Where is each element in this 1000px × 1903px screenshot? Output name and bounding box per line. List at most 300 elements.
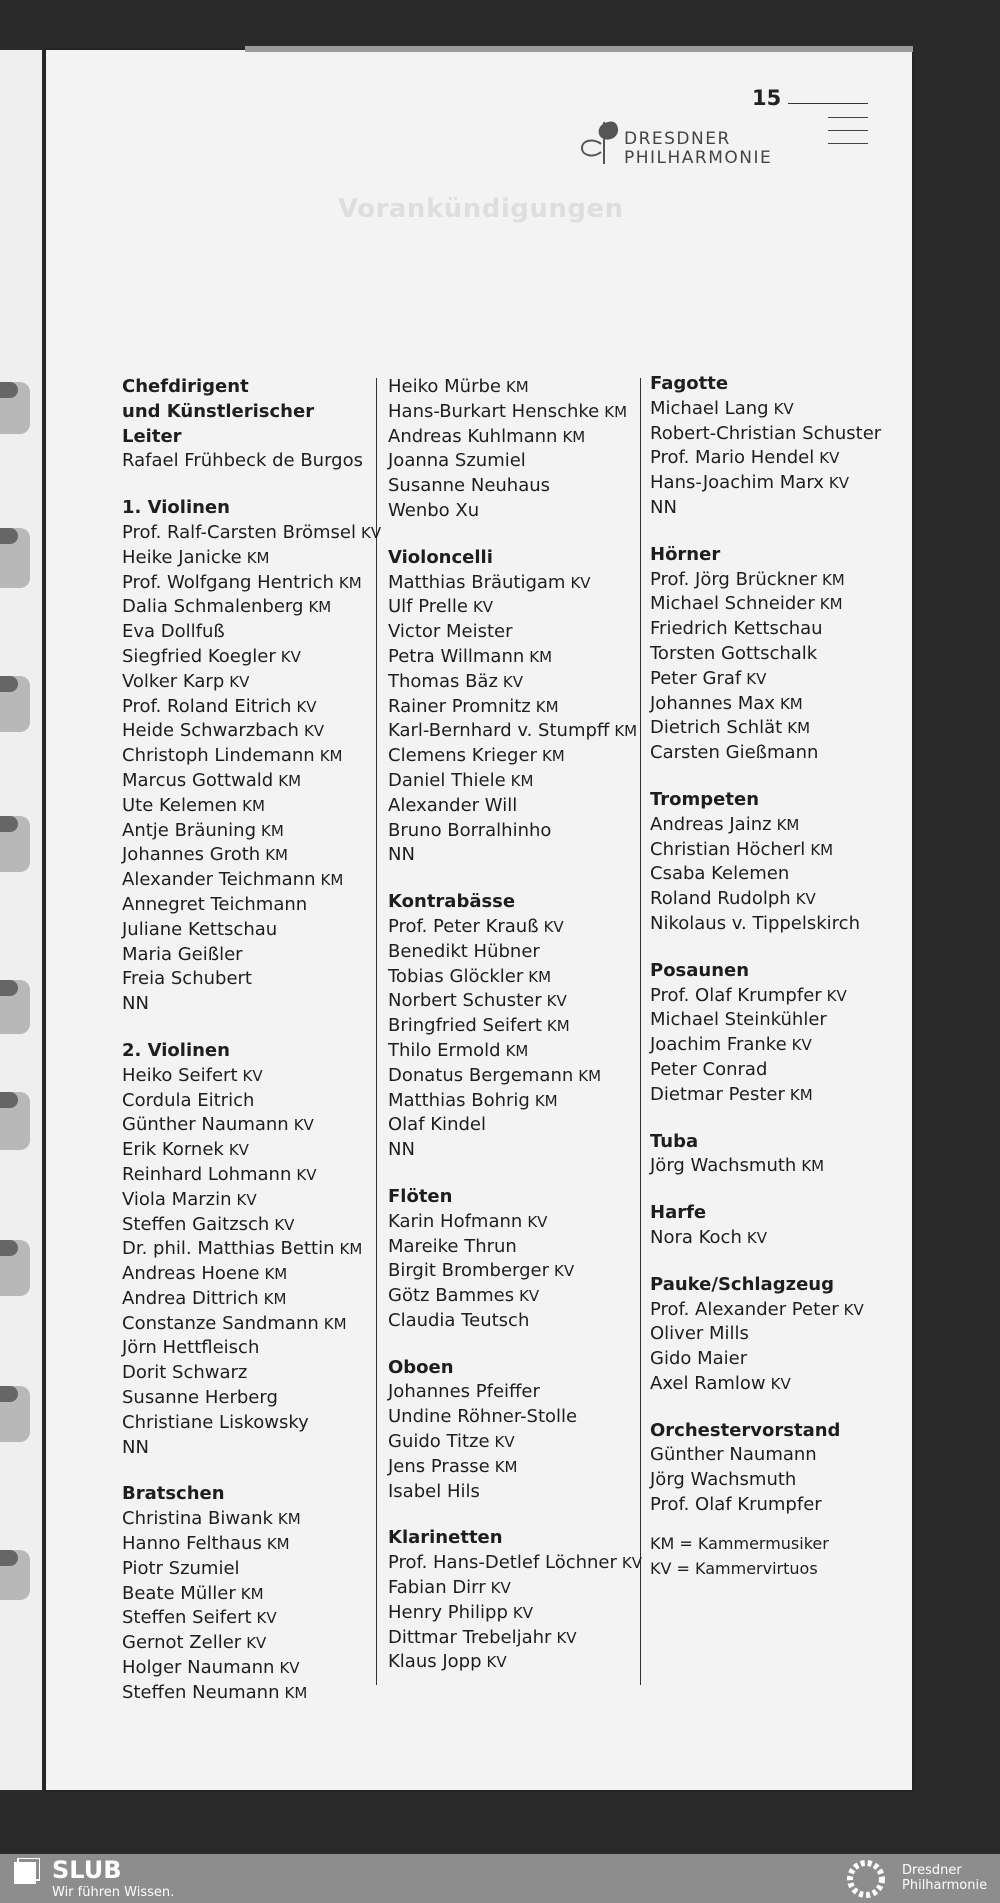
photo-thumbnail <box>0 980 30 1034</box>
member-entry <box>388 645 638 670</box>
member-entry <box>650 813 910 838</box>
decorative-lines <box>828 117 868 156</box>
legend-row <box>650 1532 910 1557</box>
section-heading: Pauke/Schlagzeug <box>650 1273 834 1295</box>
member-entry <box>650 1468 910 1493</box>
section-heading: Posaunen <box>650 959 750 981</box>
member-entry <box>388 1259 638 1284</box>
title-suffix: KM <box>494 1457 518 1476</box>
member-entry <box>650 667 910 692</box>
column-divider <box>376 378 377 1685</box>
title-suffix: KM <box>323 1314 347 1333</box>
page-top-bar <box>245 46 913 52</box>
page-number: 15 <box>752 86 782 110</box>
member-name: Thilo Ermold <box>388 1039 501 1061</box>
member-entry <box>122 449 374 474</box>
member-entry <box>388 1138 638 1163</box>
member-entry <box>388 1551 643 1576</box>
title-suffix: KM <box>308 598 332 617</box>
brand-line-2: PHILHARMONIE <box>624 148 773 168</box>
member-name: Heide Schwarzbach <box>122 720 299 742</box>
title-suffix: KV <box>236 1190 257 1209</box>
title-suffix: KM <box>263 1289 287 1308</box>
member-name: Günther Naumann <box>650 1444 817 1466</box>
title-suffix: KV <box>296 697 317 716</box>
member-name: Christina Biwank <box>122 1508 273 1530</box>
member-name: Prof. Hans-Detlef Löchner <box>388 1552 617 1574</box>
member-entry <box>650 1372 910 1397</box>
member-entry <box>122 1113 374 1138</box>
title-suffix: KV <box>826 986 847 1005</box>
member-entry <box>650 496 910 521</box>
title-suffix: KM <box>787 719 811 738</box>
member-entry <box>122 571 374 596</box>
member-entry <box>650 1298 910 1323</box>
member-name: Dietmar Pester <box>650 1083 785 1105</box>
section-heading: Harfe <box>650 1202 707 1224</box>
member-name: Viola Marzin <box>122 1188 232 1210</box>
title-suffix: KM <box>529 647 553 666</box>
member-name: Axel Ramlow <box>650 1372 766 1394</box>
member-name: Jens Prasse <box>388 1455 490 1477</box>
member-entry <box>388 989 638 1014</box>
member-name: Daniel Thiele <box>388 769 506 791</box>
member-name: Karin Hofmann <box>388 1210 523 1232</box>
music-note-logo-icon <box>568 116 624 168</box>
member-name: Tobias Glöckler <box>388 965 524 987</box>
title-suffix: KM <box>546 1017 570 1036</box>
member-entry <box>122 843 374 868</box>
title-suffix: KM <box>534 1091 558 1110</box>
member-name: Siegfried Koegler <box>122 645 276 667</box>
member-name: Prof. Mario Hendel <box>650 447 815 469</box>
legend-equals: = <box>671 1558 696 1578</box>
member-entry <box>122 868 374 893</box>
title-suffix: KV <box>490 1579 511 1598</box>
member-name: Undine Röhner-Stolle <box>388 1406 578 1428</box>
member-entry <box>388 819 638 844</box>
member-name: Joachim Franke <box>650 1034 787 1056</box>
member-name: Volker Karp <box>122 670 225 692</box>
member-name: Piotr Szumiel <box>122 1557 240 1579</box>
member-name: Bruno Borralhinho <box>388 819 552 841</box>
member-entry <box>122 1582 374 1607</box>
member-entry <box>650 692 910 717</box>
member-name: Carsten Gießmann <box>650 742 819 764</box>
member-entry <box>122 1237 374 1262</box>
member-entry <box>122 1532 374 1557</box>
member-entry <box>650 446 910 471</box>
member-entry <box>122 744 374 769</box>
page-number-rule <box>788 103 868 104</box>
member-name: Joanna Szumiel <box>388 450 526 472</box>
member-name: Prof. Roland Eitrich <box>122 695 292 717</box>
member-name: Heiko Seifert <box>122 1064 238 1086</box>
footer-bar <box>0 1854 1000 1903</box>
title-suffix: KM <box>819 595 843 614</box>
member-name: Alexander Teichmann <box>122 869 316 891</box>
member-entry <box>388 1284 638 1309</box>
slub-name: SLUB <box>52 1856 122 1884</box>
title-suffix: KV <box>472 598 494 617</box>
member-name: Christiane Liskowsky <box>122 1411 309 1433</box>
section-heading: Orchestervorstand <box>650 1419 841 1441</box>
title-suffix: KM <box>505 378 529 396</box>
member-name: Beate Müller <box>122 1582 236 1604</box>
member-name: Wenbo Xu <box>388 499 480 521</box>
member-entry <box>388 1039 638 1064</box>
member-name: Guido Titze <box>388 1431 490 1453</box>
member-name: Freia Schubert <box>122 968 252 990</box>
member-name: Ulf Prelle <box>388 596 468 618</box>
title-suffix: KV <box>242 1066 263 1085</box>
title-suffix: KV <box>570 573 591 592</box>
member-name: NN <box>650 496 677 518</box>
dresdner-philharmonie-emblem-icon <box>842 1858 890 1900</box>
member-name: Nikolaus v. Tippelskirch <box>650 912 860 934</box>
member-entry <box>650 397 910 422</box>
member-name: Hans-Burkart Henschke <box>388 400 600 422</box>
photo-thumbnail <box>0 528 30 588</box>
legend-abbr: KM <box>650 1533 675 1553</box>
title-suffix: KM <box>319 747 343 766</box>
member-name: Robert-Christian Schuster <box>650 422 882 444</box>
member-entry <box>388 1626 638 1651</box>
section-heading: Trompeten <box>650 788 760 810</box>
title-suffix: KV <box>293 1116 314 1135</box>
member-entry <box>388 620 638 645</box>
title-suffix: KM <box>541 747 565 766</box>
brand-line-1: DRESDNER <box>624 129 731 149</box>
member-entry <box>388 595 638 620</box>
title-suffix: KM <box>789 1085 813 1104</box>
member-name: Gernot Zeller <box>122 1632 242 1654</box>
member-name: Annegret Teichmann <box>122 893 308 915</box>
member-name: Karl-Bernhard v. Stumpff <box>388 720 610 742</box>
show-through-heading: Vorankündigungen <box>338 194 624 224</box>
member-entry <box>122 1411 374 1436</box>
member-entry <box>650 716 910 741</box>
title-suffix: KM <box>265 846 288 865</box>
legend-meaning: Kammermusiker <box>697 1533 829 1553</box>
photo-thumbnail <box>0 676 30 732</box>
member-entry <box>122 794 374 819</box>
member-name: Prof. Ralf-Carsten Brömsel <box>122 521 357 543</box>
section-heading: Oboen <box>388 1356 454 1378</box>
member-name: NN <box>388 1139 415 1161</box>
member-entry <box>650 1033 910 1058</box>
section-heading: und Künstlerischer Leiter <box>122 400 315 447</box>
member-name: NN <box>122 1436 149 1458</box>
member-entry <box>388 719 638 744</box>
title-suffix: KV <box>494 1433 515 1452</box>
member-entry <box>122 1557 374 1582</box>
member-name: Jörg Wachsmuth <box>650 1469 797 1491</box>
previous-page-edge <box>0 50 42 1790</box>
member-entry <box>388 571 638 596</box>
roster-column-1 <box>122 375 382 1706</box>
member-entry <box>122 992 374 1017</box>
member-entry <box>650 887 910 912</box>
title-suffix: KV <box>512 1603 534 1622</box>
member-entry <box>388 940 638 965</box>
member-entry <box>122 1507 374 1532</box>
member-name: Steffen Seifert <box>122 1607 252 1629</box>
member-entry <box>650 422 910 447</box>
member-name: Hans-Joachim Marx <box>650 472 824 494</box>
member-name: Andreas Hoene <box>122 1263 260 1285</box>
title-suffix: KM <box>242 796 265 815</box>
roster-column-2 <box>388 375 643 1675</box>
footer-brand-line-1: Dresdner <box>902 1863 962 1878</box>
member-entry <box>650 984 910 1009</box>
title-suffix: KV <box>303 722 325 741</box>
member-entry <box>388 1309 638 1334</box>
member-entry <box>388 744 638 769</box>
member-entry <box>388 915 638 940</box>
member-entry <box>650 642 910 667</box>
member-entry <box>122 1336 374 1361</box>
member-name: Michael Steinkühler <box>650 1009 827 1031</box>
abbreviation-legend <box>650 1532 910 1582</box>
member-name: Juliane Kettschau <box>122 918 278 940</box>
title-suffix: KV <box>228 1141 249 1160</box>
member-entry <box>650 1008 910 1033</box>
member-name: Prof. Alexander Peter <box>650 1298 839 1320</box>
member-name: Matthias Bohrig <box>388 1089 530 1111</box>
title-suffix: KV <box>556 1628 577 1647</box>
title-suffix: KV <box>746 1228 767 1247</box>
section-heading: Flöten <box>388 1185 453 1207</box>
footer-brand-line-2: Philharmonie <box>902 1878 988 1893</box>
title-suffix: KM <box>776 815 800 834</box>
roster-column-3 <box>650 372 910 1581</box>
title-suffix: KM <box>779 694 803 713</box>
title-suffix: KM <box>266 1535 290 1554</box>
member-entry <box>122 1606 374 1631</box>
section-heading: Fagotte <box>650 373 729 394</box>
member-entry <box>122 1361 374 1386</box>
brand-wordmark <box>624 130 772 168</box>
title-suffix: KM <box>614 722 638 741</box>
member-entry <box>650 617 910 642</box>
member-entry <box>122 1681 374 1706</box>
member-entry <box>650 1226 910 1251</box>
member-entry <box>388 1601 638 1626</box>
title-suffix: KV <box>828 474 850 493</box>
member-name: Marcus Gottwald <box>122 769 274 791</box>
title-suffix: KV <box>554 1262 575 1281</box>
member-entry <box>122 1188 374 1213</box>
member-entry <box>122 1089 374 1114</box>
member-entry <box>122 1312 374 1337</box>
member-entry <box>122 521 382 546</box>
member-name: Gido Maier <box>650 1348 748 1370</box>
title-suffix: KM <box>505 1041 529 1060</box>
title-suffix: KV <box>502 672 524 691</box>
legend-row <box>650 1557 910 1582</box>
member-name: Csaba Kelemen <box>650 863 790 885</box>
member-entry <box>650 838 910 863</box>
member-entry <box>388 425 638 450</box>
member-entry <box>122 1163 374 1188</box>
member-name: Johannes Max <box>650 692 775 714</box>
photo-thumbnail <box>0 1240 30 1296</box>
member-entry <box>122 1656 374 1681</box>
legend-meaning: Kammervirtuos <box>695 1558 818 1578</box>
member-entry <box>650 1322 910 1347</box>
title-suffix: KM <box>810 840 834 859</box>
member-name: Henry Philipp <box>388 1601 508 1623</box>
member-name: Dietrich Schlät <box>650 717 783 739</box>
member-entry <box>122 1386 374 1411</box>
member-name: Roland Rudolph <box>650 888 791 910</box>
member-name: Johannes Groth <box>122 844 261 866</box>
member-entry <box>122 670 374 695</box>
member-name: Johannes Pfeiffer <box>388 1381 540 1403</box>
member-name: Norbert Schuster <box>388 990 542 1012</box>
member-entry <box>122 1064 374 1089</box>
member-entry <box>122 595 374 620</box>
title-suffix: KM <box>578 1066 602 1085</box>
member-name: Prof. Olaf Krumpfer <box>650 984 822 1006</box>
member-entry <box>388 1480 638 1505</box>
member-name: Alexander Will <box>388 794 518 816</box>
footer-brand <box>902 1863 987 1893</box>
photo-thumbnail <box>0 382 30 434</box>
member-name: Reinhard Lohmann <box>122 1163 292 1185</box>
member-name: Dorit Schwarz <box>122 1362 248 1384</box>
member-name: Eva Dollfuß <box>122 621 225 643</box>
title-suffix: KV <box>361 523 382 542</box>
title-suffix: KM <box>339 1240 363 1259</box>
title-suffix: KV <box>256 1609 277 1628</box>
member-entry <box>650 862 910 887</box>
member-name: Steffen Neumann <box>122 1681 280 1703</box>
member-name: Cordula Eitrich <box>122 1089 255 1111</box>
member-entry <box>122 1262 374 1287</box>
title-suffix: KM <box>278 771 302 790</box>
member-name: Ute Kelemen <box>122 794 238 816</box>
member-name: Erik Kornek <box>122 1139 224 1161</box>
title-suffix: KM <box>264 1265 288 1284</box>
member-entry <box>388 1210 638 1235</box>
title-suffix: KM <box>604 402 628 421</box>
title-suffix: KV <box>795 890 816 909</box>
member-entry <box>388 794 638 819</box>
member-name: Hanno Felthaus <box>122 1533 262 1555</box>
member-entry <box>388 769 638 794</box>
member-entry <box>650 1083 910 1108</box>
slub-tagline: Wir führen Wissen. <box>52 1885 175 1900</box>
member-name: Antje Bräuning <box>122 819 257 841</box>
member-entry <box>388 1405 638 1430</box>
title-suffix: KM <box>246 548 270 567</box>
member-name: Peter Conrad <box>650 1058 768 1080</box>
slub-logo-icon <box>12 1858 40 1886</box>
title-suffix: KV <box>280 647 301 666</box>
member-entry <box>122 1213 374 1238</box>
title-suffix: KM <box>284 1683 308 1702</box>
title-suffix: KV <box>527 1212 548 1231</box>
member-entry <box>122 620 374 645</box>
title-suffix: KM <box>801 1157 825 1176</box>
section-heading: Bratschen <box>122 1483 225 1505</box>
title-suffix: KM <box>821 570 845 589</box>
member-name: Michael Lang <box>650 397 769 419</box>
member-name: Christian Höcherl <box>650 838 806 860</box>
member-name: Victor Meister <box>388 621 513 643</box>
member-name: Isabel Hils <box>388 1480 480 1502</box>
title-suffix: KV <box>543 917 564 936</box>
member-name: Prof. Olaf Krumpfer <box>650 1494 822 1516</box>
member-name: Birgit Bromberger <box>388 1260 550 1282</box>
member-entry <box>122 943 374 968</box>
member-entry <box>122 918 374 943</box>
member-name: NN <box>388 844 415 866</box>
member-name: Michael Schneider <box>650 593 815 615</box>
title-suffix: KV <box>296 1165 317 1184</box>
section-heading: Hörner <box>650 543 721 565</box>
title-suffix: KV <box>546 992 567 1011</box>
title-suffix: KM <box>528 967 552 986</box>
member-name: Jörn Hettfleisch <box>122 1337 260 1359</box>
photo-thumbnail <box>0 816 30 872</box>
title-suffix: KV <box>486 1653 507 1672</box>
member-entry <box>388 400 638 425</box>
member-name: Steffen Gaitzsch <box>122 1213 270 1235</box>
section-heading: Tuba <box>650 1130 699 1152</box>
member-name: Constanze Sandmann <box>122 1312 319 1334</box>
member-entry <box>650 568 910 593</box>
member-name: Benedikt Hübner <box>388 940 540 962</box>
column-divider <box>640 378 641 1685</box>
member-entry <box>388 843 638 868</box>
member-entry <box>388 1455 638 1480</box>
member-entry <box>650 1347 910 1372</box>
photo-thumbnail <box>0 1092 30 1150</box>
title-suffix: KV <box>770 1374 791 1393</box>
member-entry <box>650 471 910 496</box>
photo-thumbnail <box>0 1386 30 1442</box>
member-entry <box>388 670 638 695</box>
section-heading: 2. Violinen <box>122 1039 230 1061</box>
member-entry <box>388 695 638 720</box>
member-entry <box>122 769 374 794</box>
member-name: Friedrich Kettschau <box>650 618 823 640</box>
member-name: Prof. Peter Krauß <box>388 915 539 937</box>
member-entry <box>650 1154 910 1179</box>
member-entry <box>388 375 638 400</box>
member-name: Matthias Bräutigam <box>388 571 566 593</box>
title-suffix: KM <box>535 697 559 716</box>
member-name: Klaus Jopp <box>388 1651 482 1673</box>
member-entry <box>388 1380 638 1405</box>
title-suffix: KM <box>320 871 344 890</box>
member-entry <box>388 1113 638 1138</box>
title-suffix: KV <box>229 672 250 691</box>
member-entry <box>388 449 638 474</box>
member-name: Susanne Herberg <box>122 1387 278 1409</box>
member-name: Oliver Mills <box>650 1323 749 1345</box>
member-name: Götz Bammes <box>388 1285 515 1307</box>
member-name: Rainer Promnitz <box>388 695 531 717</box>
member-name: Fabian Dirr <box>388 1577 486 1599</box>
member-entry <box>122 719 374 744</box>
member-entry <box>388 1650 638 1675</box>
member-entry <box>122 1138 374 1163</box>
member-name: NN <box>122 993 149 1015</box>
